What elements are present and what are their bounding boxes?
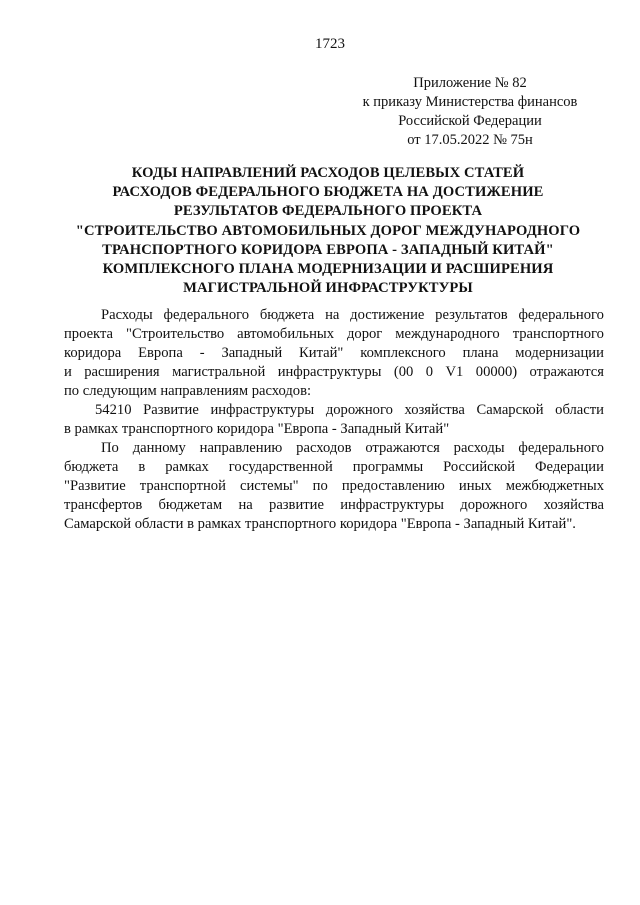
- word: инфраструктуры: [340, 497, 444, 513]
- word: результатов: [435, 307, 508, 323]
- word: дорог: [346, 326, 383, 342]
- paragraph-1-line-5: по следующим направлениям расходов:: [64, 383, 312, 399]
- word: -: [199, 345, 205, 361]
- word: Развитие: [143, 402, 199, 418]
- word: достижение: [350, 307, 425, 323]
- word: инфраструктуры: [277, 364, 382, 380]
- word: федерального: [518, 440, 604, 456]
- paragraph-1-line-2: [64, 325, 604, 344]
- word: трансфертов: [64, 497, 143, 513]
- word: межбюджетных: [505, 478, 604, 494]
- word: системы": [239, 478, 299, 494]
- paragraph-2: [64, 401, 604, 439]
- word: Самарской: [476, 402, 544, 418]
- word: коридора: [64, 345, 122, 361]
- word: Федерации: [535, 459, 604, 475]
- word: автомобильных: [237, 326, 334, 342]
- word: дорожного: [325, 402, 393, 418]
- word: комплексного: [360, 345, 446, 361]
- word: отражаются: [529, 364, 604, 380]
- word: развитие: [269, 497, 324, 513]
- word: проекта: [64, 326, 113, 342]
- word: инфраструктуры: [210, 402, 315, 418]
- paragraph-1-line-1: [64, 306, 604, 325]
- title-line-2: РАСХОДОВ ФЕДЕРАЛЬНОГО БЮДЖЕТА НА ДОСТИЖЕНИЕ: [112, 184, 544, 201]
- paragraph-1-line-3: [64, 344, 604, 363]
- appendix-line-4: от 17.05.2022 № 75н: [407, 132, 533, 148]
- word: федерального: [163, 307, 250, 323]
- word: V1: [445, 364, 464, 380]
- word: плана: [462, 345, 499, 361]
- word: и: [64, 364, 72, 380]
- paragraph-2-line-1: [64, 401, 604, 420]
- word: направлению: [199, 440, 283, 456]
- word: По: [101, 440, 119, 456]
- paragraph-1-line-4: [64, 363, 604, 382]
- word: государственной: [228, 459, 333, 475]
- title-line-4: "СТРОИТЕЛЬСТВО АВТОМОБИЛЬНЫХ ДОРОГ МЕЖДУНАРОДНОГО: [75, 222, 581, 239]
- word: "Строительство: [125, 326, 225, 342]
- word: иных: [458, 478, 492, 494]
- word: Российской: [443, 459, 516, 475]
- word: расходов: [296, 440, 352, 456]
- word: хозяйства: [404, 402, 465, 418]
- title-line-6: КОМПЛЕКСНОГО ПЛАНА МОДЕРНИЗАЦИИ И РАСШИРЕНИЯ: [102, 261, 554, 278]
- word: на: [325, 307, 340, 323]
- paragraph-3-line-2: [64, 458, 604, 477]
- appendix-line-2: к приказу Министерства финансов: [362, 94, 578, 110]
- paragraph-3-line-5: Самарской области в рамках транспортного коридора "Европа - Западный Китай".: [64, 516, 576, 532]
- word: расходы: [453, 440, 505, 456]
- word: 0: [425, 364, 434, 380]
- word: федерального: [518, 307, 604, 323]
- paragraph-3-line-1: [64, 439, 604, 458]
- paragraph-3-line-4: [64, 496, 604, 515]
- appendix-line-3: Российской Федерации: [398, 113, 542, 129]
- word: транспортной: [139, 478, 226, 494]
- paragraph-3-line-3: [64, 477, 604, 496]
- word: бюджета: [64, 459, 119, 475]
- word: бюджетам: [158, 497, 223, 513]
- word: магистральной: [172, 364, 266, 380]
- page-number: 1723: [315, 36, 345, 52]
- word: рамках: [165, 459, 209, 475]
- word: расширения: [84, 364, 160, 380]
- word: модернизации: [515, 345, 604, 361]
- word: программы: [352, 459, 424, 475]
- word: транспортного: [512, 326, 604, 342]
- paragraph-3: [64, 439, 604, 534]
- word: Западный: [221, 345, 283, 361]
- word: бюджета: [259, 307, 315, 323]
- word: Расходы: [101, 307, 153, 323]
- word: предоставлению: [341, 478, 445, 494]
- word: в: [138, 459, 146, 475]
- appendix-block: [330, 74, 610, 150]
- word: Европа: [138, 345, 183, 361]
- title-line-5: ТРАНСПОРТНОГО КОРИДОРА ЕВРОПА - ЗАПАДНЫЙ КИТАЙ": [102, 241, 554, 258]
- word: хозяйства: [543, 497, 604, 513]
- word: на: [238, 497, 253, 513]
- word: 54210: [95, 402, 132, 418]
- title-line-7: МАГИСТРАЛЬНОЙ ИНФРАСТРУКТУРЫ: [183, 280, 473, 297]
- title-line-1: КОДЫ НАПРАВЛЕНИЙ РАСХОДОВ ЦЕЛЕВЫХ СТАТЕЙ: [131, 165, 525, 181]
- document-title: [64, 164, 592, 298]
- word: Китай": [299, 345, 344, 361]
- word: отражаются: [365, 440, 440, 456]
- word: (00: [393, 364, 414, 380]
- paragraph-2-line-2: в рамках транспортного коридора "Европа - Западный Китай": [64, 421, 450, 437]
- word: области: [555, 402, 604, 418]
- title-line-3: РЕЗУЛЬТАТОВ ФЕДЕРАЛЬНОГО ПРОЕКТА: [173, 203, 483, 220]
- word: по: [312, 478, 328, 494]
- body-text: [64, 306, 604, 534]
- word: международного: [395, 326, 500, 342]
- word: "Развитие: [64, 478, 126, 494]
- paragraph-1: [64, 306, 604, 401]
- word: дорожного: [460, 497, 528, 513]
- word: данному: [132, 440, 186, 456]
- word: 00000): [475, 364, 518, 380]
- appendix-line-1: Приложение № 82: [413, 75, 527, 91]
